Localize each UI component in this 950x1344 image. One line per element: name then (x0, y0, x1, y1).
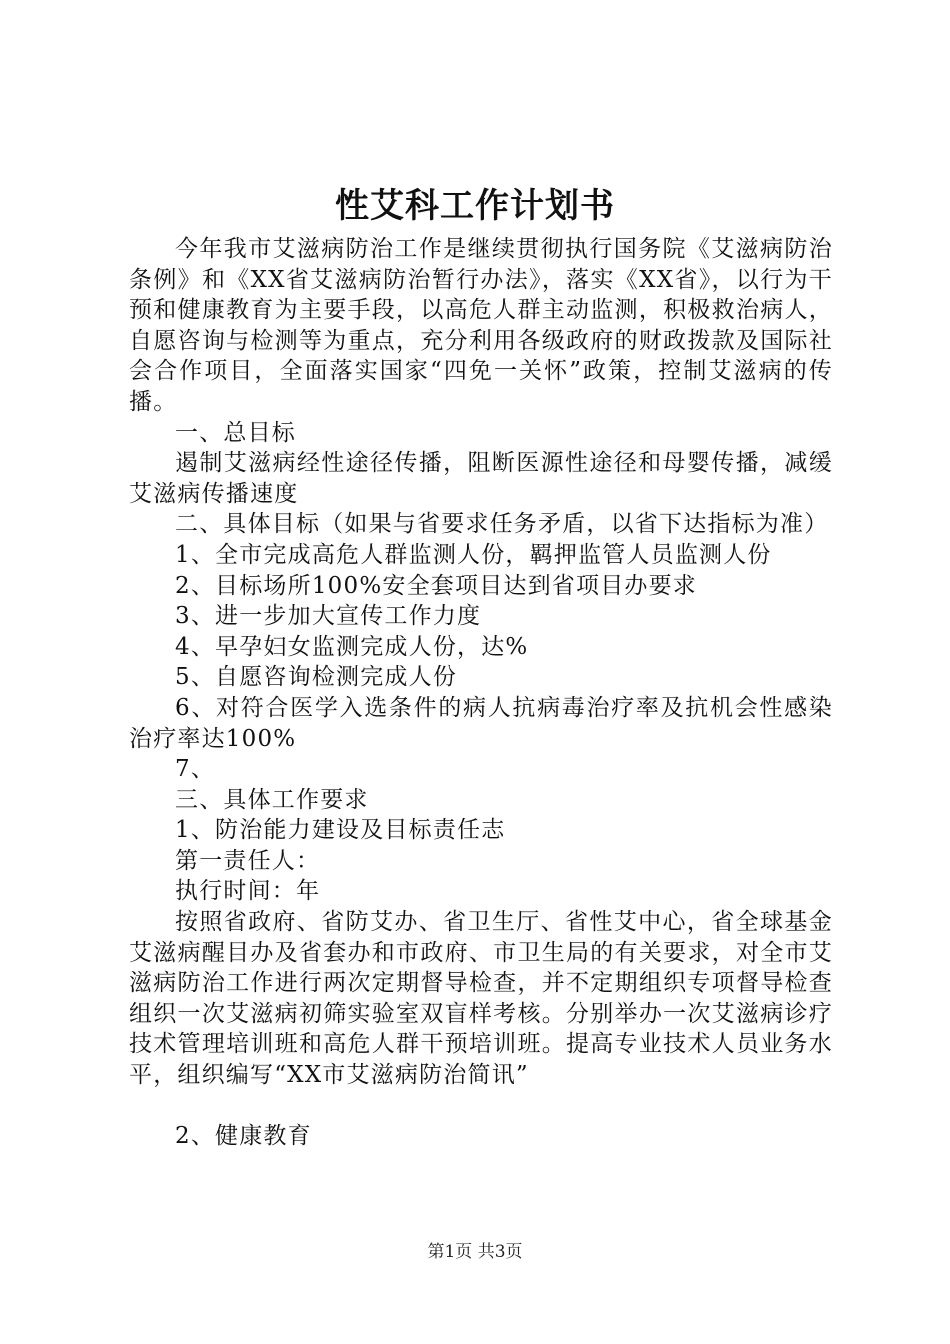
heading-work-requirements: 三、具体工作要求 (175, 786, 369, 813)
goal-item-2: 2、目标场所100%安全套项目达到省项目办要求 (175, 572, 697, 599)
paragraph-intro: 今年我市艾滋病防治工作是继续贯彻执行国务院《艾滋病防治条例》和《XX省艾滋病防治暂行办法》，落实《XX省》，以行为干预和健康教育为主要手段，以高危人群主动监测，积极救治病人，自愿咨询与检测等为重点，充分利用各级政府的财政拨款及国际社会合作项目，全面落实国家“四免一关怀”政策，控制艾滋病的传播。 (129, 236, 833, 415)
requirement-item-1: 1、防治能力建设及目标责任志 (175, 817, 506, 844)
responsible-person: 第一责任人： (175, 847, 321, 874)
goal-item-4: 4、早孕妇女监测完成人份，达% (175, 633, 529, 660)
paragraph-overall-goal: 遏制艾滋病经性途径传播，阻断医源性途径和母婴传播，减缓艾滋病传播速度 (129, 450, 833, 507)
goal-item-7: 7、 (175, 756, 216, 783)
page-footer: 第1页 共3页 (427, 1242, 523, 1262)
requirement-item-2: 2、健康教育 (175, 1122, 312, 1149)
goal-item-6: 6、对符合医学入选条件的病人抗病毒治疗率及抗机会性感染治疗率达100% (129, 694, 833, 752)
heading-specific-goals: 二、具体目标（如果与省要求任务矛盾，以省下达指标为准） (175, 511, 829, 538)
execution-time: 执行时间：年 (175, 878, 321, 905)
goal-item-1: 1、全市完成高危人群监测人份，羁押监管人员监测人份 (175, 541, 772, 568)
document-title: 性艾科工作计划书 (335, 186, 615, 226)
goal-item-3: 3、进一步加大宣传工作力度 (175, 603, 482, 630)
blank-line (129, 1091, 833, 1121)
paragraph-requirements-detail: 按照省政府、省防艾办、省卫生厅、省性艾中心，省全球基金艾滋病醒目办及省套办和市政府、市卫生局的有关要求，对全市艾滋病防治工作进行两次定期督导检查，并不定期组织专项督导检查组织一次艾滋病初筛实验室双盲样考核。分别举办一次艾滋病诊疗技术管理培训班和高危人群干预培训班。提高专业技术人员业务水平，组织编写“XX市艾滋病防治简讯” (129, 909, 833, 1089)
goal-item-5: 5、自愿咨询检测完成人份 (175, 664, 458, 691)
heading-overall-goal: 一、总目标 (175, 419, 296, 446)
document-body (129, 234, 833, 1151)
